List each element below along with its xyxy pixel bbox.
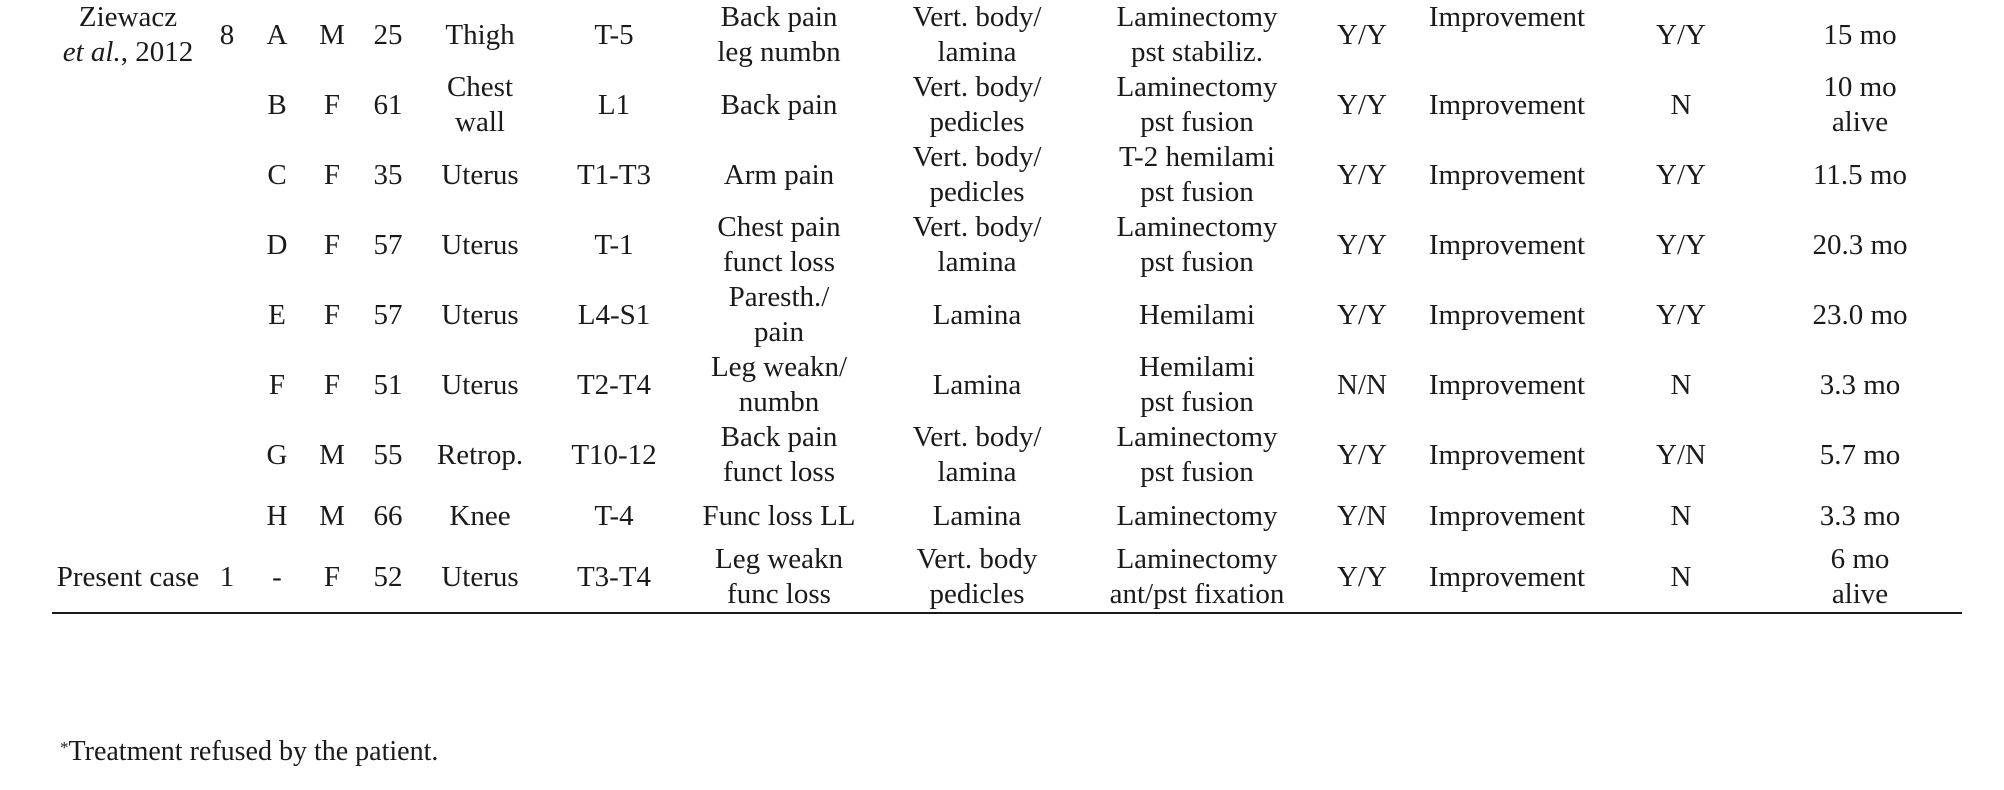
symptoms-cell — [684, 542, 874, 613]
case-cell: B — [267, 88, 287, 121]
sex-cell: F — [323, 228, 341, 261]
case-cell: H — [266, 499, 288, 532]
n-cases-cell — [204, 280, 250, 350]
involvement-cell-line: pedicles — [929, 578, 1025, 610]
n-cases-cell — [204, 420, 250, 490]
primary-site-cell-line: Uterus — [441, 560, 519, 593]
outcome-cell: Improvement — [1428, 368, 1586, 401]
age-cell: 57 — [373, 298, 403, 331]
age-cell: 52 — [360, 542, 416, 613]
surgery-cell-line: pst fusion — [1140, 176, 1254, 208]
symptoms-cell-line: Paresth./ — [728, 281, 830, 313]
level-cell: T-5 — [594, 18, 634, 51]
involvement-cell-line: Vert. body — [916, 543, 1038, 575]
surgery-cell-line: Laminectomy — [1116, 421, 1278, 453]
case-series-table — [52, 0, 1962, 614]
involvement-cell — [874, 280, 1080, 350]
follow-up-cell-line: 20.3 mo — [1812, 228, 1908, 261]
symptoms-cell — [684, 0, 874, 70]
symptoms-cell — [684, 140, 874, 210]
case-cell: D — [266, 228, 288, 261]
rt-ct-cell: Y/Y — [1314, 542, 1410, 613]
follow-up-cell — [1758, 140, 1962, 210]
follow-up-cell — [1758, 210, 1962, 280]
involvement-cell-line: Vert. body/ — [912, 421, 1042, 453]
surgery-cell-line: Hemilami — [1139, 298, 1255, 331]
outcome-cell: Improvement — [1428, 298, 1586, 331]
author-cell — [52, 70, 204, 140]
follow-up-cell — [1758, 70, 1962, 140]
follow-up-cell-line: 3.3 mo — [1819, 499, 1901, 532]
surgery-cell — [1080, 140, 1314, 210]
case-cell: C — [267, 158, 287, 191]
symptoms-cell-line: pain — [754, 316, 804, 348]
rt-ct-cell: N/N — [1337, 368, 1387, 401]
n-cases-cell: 8 — [219, 18, 235, 51]
symptoms-cell — [684, 70, 874, 140]
follow-up-cell — [1758, 350, 1962, 420]
case-cell: E — [268, 298, 286, 331]
age-cell: 25 — [373, 18, 403, 51]
involvement-cell — [874, 420, 1080, 490]
rt-ct-cell: Y/Y — [1337, 158, 1387, 191]
age-cell: 35 — [373, 158, 403, 191]
sex-cell: F — [323, 298, 341, 331]
table-row — [52, 210, 1962, 280]
surgery-cell-line: Hemilami — [1139, 351, 1255, 383]
primary-site-cell — [416, 0, 544, 70]
rt-ct-cell: Y/Y — [1337, 438, 1387, 471]
symptoms-cell — [684, 210, 874, 280]
author-year: , 2012 — [120, 36, 194, 68]
adjuvant-cell: N — [1670, 368, 1692, 401]
primary-site-cell — [416, 542, 544, 613]
outcome-cell: Improvement — [1410, 542, 1604, 613]
rt-ct-cell: Y/N — [1337, 499, 1387, 532]
surgery-cell-line: pst fusion — [1140, 106, 1254, 138]
primary-site-cell-line: Thigh — [445, 18, 515, 51]
symptoms-cell — [684, 490, 874, 542]
surgery-cell-line: ant/pst fixation — [1109, 578, 1285, 610]
sex-cell: M — [319, 438, 345, 471]
symptoms-cell-line: Leg weakn — [714, 543, 844, 575]
involvement-cell — [874, 140, 1080, 210]
outcome-cell: Improvement — [1428, 438, 1586, 471]
symptoms-cell-line: numbn — [738, 386, 820, 418]
level-cell: L4-S1 — [577, 298, 651, 331]
symptoms-cell-line: Chest pain — [717, 211, 841, 243]
surgery-cell-line: Laminectomy — [1116, 71, 1278, 103]
table-body — [52, 0, 1962, 613]
primary-site-cell-line: Retrop. — [436, 438, 524, 471]
outcome-cell: Improvement — [1428, 88, 1586, 121]
follow-up-cell-line: 6 mo — [1830, 543, 1890, 575]
primary-site-cell-line: Uterus — [441, 158, 519, 191]
involvement-cell-line: pedicles — [929, 106, 1025, 138]
n-cases-cell: 1 — [204, 542, 250, 613]
involvement-cell-line: Vert. body/ — [912, 1, 1042, 33]
follow-up-cell-line: 3.3 mo — [1819, 368, 1901, 401]
outcome-cell: Improvement — [1428, 158, 1586, 191]
author-cell — [52, 490, 204, 542]
age-cell: 61 — [373, 88, 403, 121]
involvement-cell-line: Lamina — [932, 499, 1022, 532]
author-name: Ziewacz — [78, 1, 178, 33]
rt-ct-cell: Y/Y — [1337, 228, 1387, 261]
surgery-cell-line: T-2 hemilami — [1119, 141, 1275, 173]
rt-ct-cell: Y/Y — [1337, 18, 1387, 51]
sex-cell: M — [319, 499, 345, 532]
primary-site-cell — [416, 490, 544, 542]
adjuvant-cell: Y/Y — [1656, 18, 1706, 51]
primary-site-cell-line: wall — [455, 106, 505, 138]
follow-up-cell — [1758, 490, 1962, 542]
involvement-cell-line: lamina — [937, 246, 1017, 278]
outcome-cell: Improvement — [1428, 228, 1586, 261]
involvement-cell-line: Lamina — [932, 298, 1022, 331]
surgery-cell-line: Laminectomy — [1116, 543, 1278, 575]
age-cell: 66 — [373, 499, 403, 532]
involvement-cell — [874, 490, 1080, 542]
author-year-line — [52, 35, 204, 70]
level-cell: T1-T3 — [576, 158, 652, 191]
symptoms-cell-line: Back pain — [720, 88, 838, 121]
symptoms-cell-line: Back pain — [720, 1, 838, 33]
symptoms-cell — [684, 420, 874, 490]
symptoms-cell-line: Back pain — [720, 421, 838, 453]
follow-up-cell — [1758, 0, 1962, 70]
surgery-cell-line: pst fusion — [1140, 246, 1254, 278]
involvement-cell — [874, 542, 1080, 613]
author-cell — [52, 420, 204, 490]
primary-site-cell-line: Knee — [449, 499, 511, 532]
age-cell: 55 — [373, 438, 403, 471]
symptoms-cell-line: funct loss — [723, 246, 835, 278]
table-row — [52, 280, 1962, 350]
case-cell: F — [268, 368, 286, 401]
involvement-cell-line: Lamina — [932, 368, 1022, 401]
involvement-cell-line: lamina — [937, 456, 1017, 488]
involvement-cell-line: Vert. body/ — [912, 141, 1042, 173]
surgery-cell-line: pst stabiliz. — [1130, 36, 1264, 68]
table-footnote — [60, 736, 438, 768]
author-cell: Present case — [52, 542, 204, 613]
sex-cell: F — [323, 368, 341, 401]
adjuvant-cell: Y/Y — [1656, 298, 1706, 331]
symptoms-cell-line: leg numbn — [717, 36, 841, 68]
surgery-cell-line: Laminectomy — [1116, 1, 1278, 33]
primary-site-cell — [416, 210, 544, 280]
follow-up-cell-line: 10 mo — [1823, 71, 1897, 103]
symptoms-cell-line: Arm pain — [723, 158, 835, 191]
table-row-present-case — [52, 542, 1962, 613]
involvement-cell-line: lamina — [937, 36, 1017, 68]
author-cell — [52, 0, 204, 70]
surgery-cell-line: Laminectomy — [1116, 499, 1278, 532]
table-row — [52, 490, 1962, 542]
outcome-cell: Improvement — [1428, 1, 1586, 33]
adjuvant-cell: N — [1604, 542, 1758, 613]
follow-up-cell — [1758, 420, 1962, 490]
surgery-cell — [1080, 490, 1314, 542]
n-cases-cell — [204, 210, 250, 280]
n-cases-cell — [204, 70, 250, 140]
involvement-cell — [874, 0, 1080, 70]
symptoms-cell-line: Leg weakn/ — [710, 351, 848, 383]
surgery-cell-line: pst fusion — [1140, 386, 1254, 418]
table-row — [52, 0, 1962, 70]
table-row — [52, 70, 1962, 140]
surgery-cell — [1080, 70, 1314, 140]
table-row — [52, 350, 1962, 420]
primary-site-cell — [416, 70, 544, 140]
primary-site-cell — [416, 350, 544, 420]
sex-cell: F — [323, 158, 341, 191]
involvement-cell-line: Vert. body/ — [912, 211, 1042, 243]
surgery-cell — [1080, 420, 1314, 490]
follow-up-cell-line: 23.0 mo — [1812, 298, 1908, 331]
involvement-cell — [874, 70, 1080, 140]
follow-up-cell-line: alive — [1831, 106, 1889, 138]
outcome-cell: Improvement — [1428, 499, 1586, 532]
level-cell: L1 — [597, 88, 631, 121]
author-cell — [52, 210, 204, 280]
level-cell: T2-T4 — [576, 368, 652, 401]
surgery-cell — [1080, 542, 1314, 613]
case-cell: A — [266, 18, 288, 51]
surgery-cell — [1080, 350, 1314, 420]
n-cases-cell — [204, 350, 250, 420]
n-cases-cell — [204, 140, 250, 210]
involvement-cell — [874, 350, 1080, 420]
primary-site-cell-line: Uterus — [441, 298, 519, 331]
table-row — [52, 140, 1962, 210]
involvement-cell-line: pedicles — [929, 176, 1025, 208]
follow-up-cell-line: 15 mo — [1823, 18, 1897, 51]
symptoms-cell — [684, 280, 874, 350]
adjuvant-cell: Y/Y — [1656, 228, 1706, 261]
footnote-marker: * — [60, 738, 69, 757]
level-cell: T10-12 — [571, 438, 657, 471]
case-cell: - — [250, 542, 304, 613]
symptoms-cell-line: funct loss — [723, 456, 835, 488]
follow-up-cell-line: alive — [1831, 578, 1889, 610]
primary-site-cell-line: Uterus — [441, 228, 519, 261]
rt-ct-cell: Y/Y — [1337, 88, 1387, 121]
symptoms-cell-line: func loss — [727, 578, 831, 610]
symptoms-cell-line: Func loss LL — [702, 499, 856, 532]
follow-up-cell-line: 11.5 mo — [1813, 158, 1907, 191]
symptoms-cell — [684, 350, 874, 420]
surgery-cell — [1080, 280, 1314, 350]
surgery-cell — [1080, 210, 1314, 280]
follow-up-cell — [1758, 542, 1962, 613]
involvement-cell — [874, 210, 1080, 280]
adjuvant-cell: Y/N — [1656, 438, 1706, 471]
age-cell: 51 — [373, 368, 403, 401]
author-cell — [52, 140, 204, 210]
footnote-text: Treatment refused by the patient. — [68, 736, 439, 767]
surgery-cell-line: Laminectomy — [1116, 211, 1278, 243]
follow-up-cell — [1758, 280, 1962, 350]
adjuvant-cell: N — [1670, 499, 1692, 532]
primary-site-cell — [416, 140, 544, 210]
involvement-cell-line: Vert. body/ — [912, 71, 1042, 103]
primary-site-cell-line: Chest — [446, 71, 514, 103]
sex-cell: M — [319, 18, 345, 51]
author-cell — [52, 280, 204, 350]
primary-site-cell — [416, 280, 544, 350]
age-cell: 57 — [373, 228, 403, 261]
n-cases-cell — [204, 490, 250, 542]
level-cell: T-1 — [594, 228, 634, 261]
primary-site-cell-line: Uterus — [441, 368, 519, 401]
adjuvant-cell: Y/Y — [1656, 158, 1706, 191]
case-cell: G — [266, 438, 288, 471]
primary-site-cell — [416, 420, 544, 490]
follow-up-cell-line: 5.7 mo — [1819, 438, 1901, 471]
surgery-cell — [1080, 0, 1314, 70]
surgery-cell-line: pst fusion — [1140, 456, 1254, 488]
adjuvant-cell: N — [1670, 88, 1692, 121]
level-cell: T-4 — [594, 499, 634, 532]
author-et-al: et al. — [62, 36, 121, 68]
level-cell: T3-T4 — [544, 542, 684, 613]
author-cell — [52, 350, 204, 420]
rt-ct-cell: Y/Y — [1337, 298, 1387, 331]
sex-cell: F — [323, 88, 341, 121]
table-row — [52, 420, 1962, 490]
sex-cell: F — [304, 542, 360, 613]
